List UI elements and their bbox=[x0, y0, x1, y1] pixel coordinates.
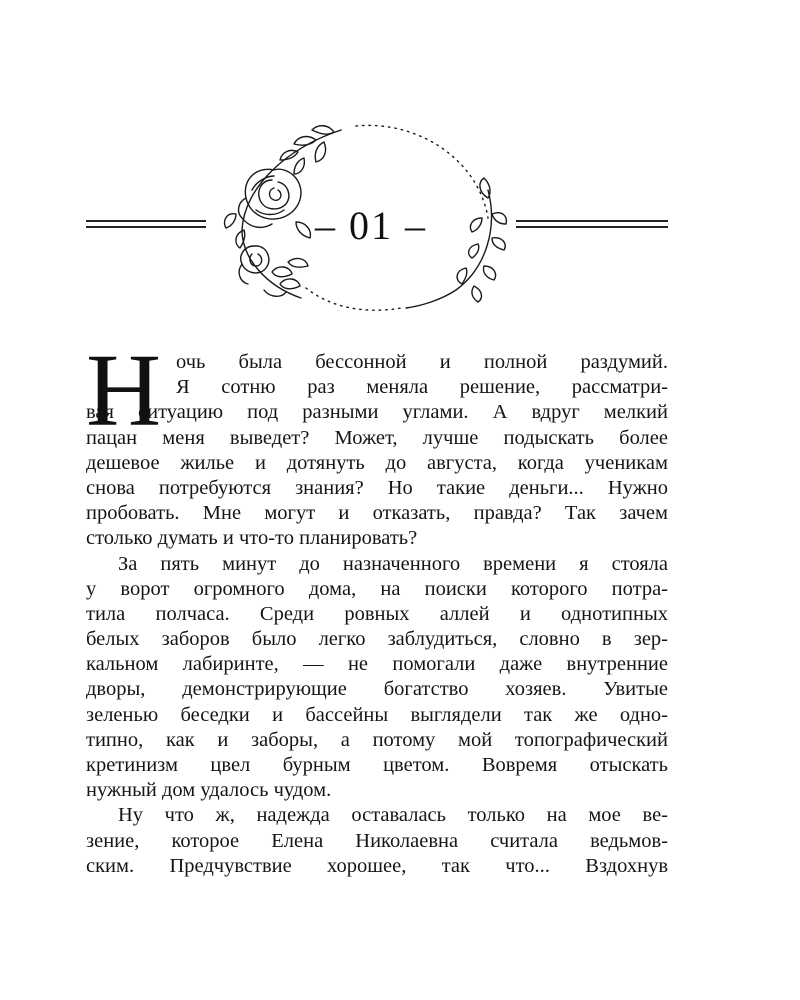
small-rose-bud bbox=[239, 246, 269, 284]
text-line: дешевое жилье и дотянуть до августа, когда ученикам bbox=[86, 451, 668, 474]
right-double-rule bbox=[516, 218, 668, 230]
text-line: снова потребуются знания? Но такие деньги... Нужно bbox=[86, 476, 668, 499]
text-line: столько думать и что-то планировать? bbox=[86, 527, 418, 550]
dotted-arc-bottom bbox=[306, 288, 401, 310]
text-line: За пять минут до назначенного времени я стояла bbox=[118, 552, 668, 575]
text-line: Я сотню раз меняла решение, рассматри- bbox=[176, 376, 668, 399]
text-line: у ворот огромного дома, на поиски которого потра- bbox=[86, 577, 668, 600]
text-line: зение, которое Елена Николаевна считала ведьмов- bbox=[86, 829, 668, 852]
text-line: вая ситуацию под разными углами. А вдруг мелкий bbox=[86, 401, 668, 424]
text-line: пацан меня выведет? Может, лучше подыскать более bbox=[86, 426, 668, 449]
drop-cap-letter: Н bbox=[86, 333, 162, 448]
left-double-rule bbox=[86, 218, 206, 230]
large-rose bbox=[239, 169, 301, 227]
text-line: ским. Предчувствие хорошее, так что... Вздохнув bbox=[86, 854, 668, 877]
chapter-body-text bbox=[86, 350, 668, 879]
text-line: пробовать. Мне могут и отказать, правда? Так зачем bbox=[86, 502, 668, 525]
text-line: нужный дом удалось чудом. bbox=[86, 779, 332, 802]
top-leaves bbox=[280, 126, 334, 174]
text-line: Ну что ж, надежда оставалась только на мое ве- bbox=[118, 804, 668, 827]
text-line: кретинизм цвел бурным цветом. Вовремя отыскать bbox=[86, 754, 668, 776]
text-line: типно, как и заборы, а потому мой топографический bbox=[86, 728, 668, 751]
text-line: кальном лабиринте, — не помогали даже внутренние bbox=[86, 653, 668, 676]
text-line: тила полчаса. Среди ровных аллей и однотипных bbox=[86, 602, 668, 625]
text-line: зеленью беседки и бассейны выглядели так же одно- bbox=[86, 703, 668, 726]
text-line: дворы, демонстрирующие богатство хозяев. Увитые bbox=[86, 678, 668, 701]
text-line: очь была бессонной и полной раздумий. bbox=[176, 351, 668, 373]
lower-left-leaves bbox=[264, 259, 308, 297]
chapter-number: – 01 – bbox=[315, 203, 427, 248]
text-line: белых заборов было легко заблудиться, словно в зер- bbox=[86, 628, 668, 651]
